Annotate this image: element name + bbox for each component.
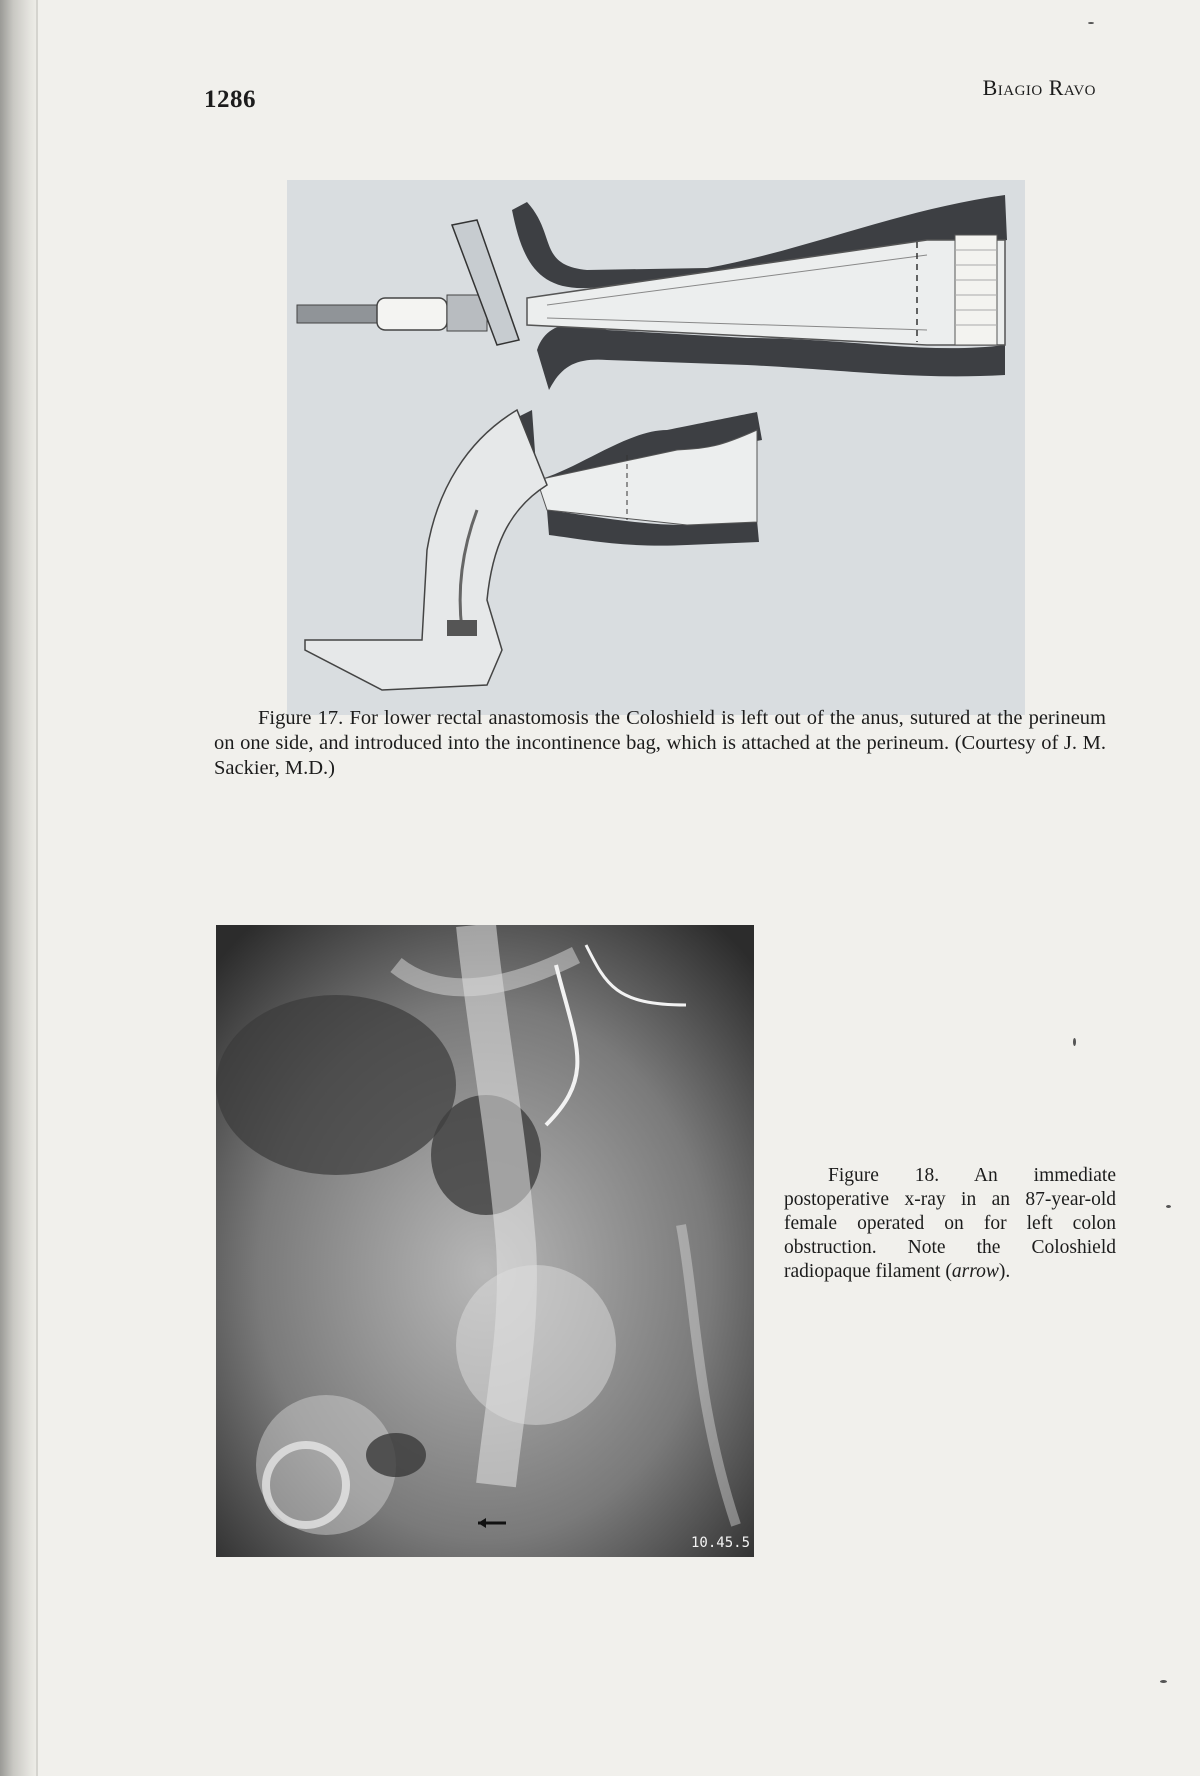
figure-17-illustration <box>287 180 1025 715</box>
running-head-author: Biagio Ravo <box>982 75 1096 100</box>
surgical-illustration-icon <box>287 180 1025 715</box>
xray-timestamp: 10.45.5 <box>691 1535 751 1551</box>
figure-18-caption-prefix: Figure 18. An immediate postoperative x-ray in an 87-year-old female operated on for left colon obstruction. Note the Coloshield radiopaque filament ( <box>784 1165 1116 1282</box>
figure-18-xray <box>216 925 754 1557</box>
page-speck <box>1166 1205 1171 1208</box>
book-binding-shadow <box>0 0 38 1776</box>
figure-18-caption-arrow: arrow <box>951 1261 999 1282</box>
page-speck <box>1160 1680 1167 1683</box>
page-speck <box>1073 1038 1076 1046</box>
abdominal-xray-icon <box>216 925 754 1557</box>
page-number: 1286 <box>204 86 256 113</box>
page-speck <box>1088 22 1094 24</box>
page-gutter-line <box>36 0 38 1776</box>
figure-17-caption: Figure 17. For lower rectal anastomosis the Coloshield is left out of the anus, sutured at the perineum on one side, and introduced into the incontinence bag, which is attached at the perineum. (Courtesy of J. M. Sackier, M.D.) <box>214 707 1106 779</box>
figure-18-caption <box>784 1164 1116 1284</box>
figure-18-caption-suffix: ). <box>998 1261 1011 1282</box>
